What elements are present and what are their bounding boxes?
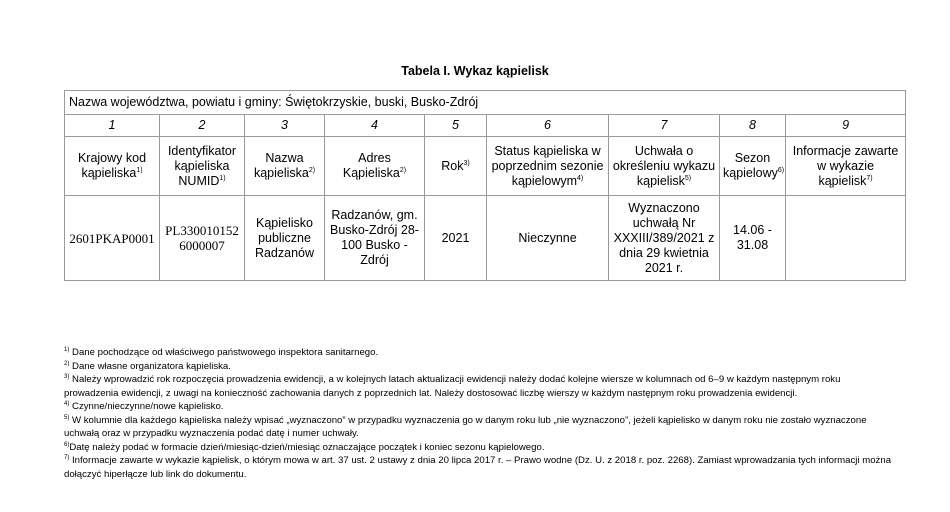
header-status: Status kąpieliska w poprzednim sezonie kąpielowym$^{4)}$	[487, 137, 609, 196]
footnote: $^{4)}$ Czynne/nieczynne/nowe kąpielisko.	[64, 400, 224, 412]
footnote: $^{1)}$ Dane pochodzące od właściwego państwowego inspektora sanitarnego.	[64, 346, 379, 358]
footnote: $^{7)}$ Informacje zawarte w wykazie kąpielisk, o którym mowa w art. 37 ust. 2 ustawy z dnia 20 lipca 2017 r. – Prawo wodne (Dz. U. z 2018 r. poz. 2268). Zamiast wprowadzania tych informacji można dołączyć hiperłącze lub link do dokumentu.	[64, 454, 892, 480]
column-number-row	[65, 115, 906, 137]
cell-uchwala: Wyznaczono uchwałą Nr XXXIII/389/2021 z dnia 29 kwietnia 2021 r.	[609, 196, 720, 281]
column-number: 9	[786, 115, 906, 137]
cell-nazwa: Kąpielisko publiczne Radzanów	[245, 196, 325, 281]
column-number: 7	[609, 115, 720, 137]
cell-krajowy-kod: 2601PKAP0001	[65, 196, 160, 281]
cell-sezon: 14.06 - 31.08	[720, 196, 786, 281]
column-number: 2	[160, 115, 245, 137]
bathing-sites-table	[64, 90, 906, 281]
footnote: $^{5)}$ W kolumnie dla każdego kąpieliska należy wpisać „wyznaczono” w przypadku wyznaczenia go w danym roku lub „nie wyznaczono”, jeżeli kąpielisko w danym roku nie zostało wyznaczone uchwałą oraz w przypadku wyznaczenia podać datę i numer uchwały.	[64, 414, 867, 439]
table-row	[65, 196, 906, 281]
column-number: 5	[425, 115, 487, 137]
cell-informacje	[786, 196, 906, 281]
header-informacje: Informacje zawarte w wykazie kąpielisk$^{7)}$	[786, 137, 906, 196]
header-sezon: Sezon kąpielowy$^{6)}$	[720, 137, 786, 196]
header-krajowy-kod: Krajowy kod kąpieliska$^{1)}$	[65, 137, 160, 196]
header-uchwala: Uchwała o określeniu wykazu kąpielisk$^{5)}$	[609, 137, 720, 196]
region-cell: Nazwa województwa, powiatu i gminy: Świętokrzyskie, buski, Busko-Zdrój	[65, 91, 906, 115]
footnote: $^{3)}$ Należy wprowadzić rok rozpoczęcia prowadzenia ewidencji, a w kolejnych latach aktualizacji ewidencji należy dodać kolejne wiersze w kolumnach od 6–9 w każdym następnym roku prowadzenia ewidencji, z uwagi na konieczność zachowania danych z poprzednich lat. Należy dostosować liczbę wierszy w każdym następnym roku prowadzenia ewidencji.	[64, 373, 841, 399]
column-number: 1	[65, 115, 160, 137]
header-row	[65, 137, 906, 196]
footnotes	[64, 346, 894, 481]
header-rok: Rok$^{3)}$	[425, 137, 487, 196]
header-adres: Adres Kąpieliska$^{2)}$	[325, 137, 425, 196]
cell-rok: 2021	[425, 196, 487, 281]
page-title: Tabela I. Wykaz kąpielisk	[401, 64, 549, 78]
cell-adres: Radzanów, gm. Busko-Zdrój 28-100 Busko - Zdrój	[325, 196, 425, 281]
cell-numid: PL3300101526000007	[160, 196, 245, 281]
header-numid: Identyfikator kąpieliska NUMID$^{1)}$	[160, 137, 245, 196]
column-number: 8	[720, 115, 786, 137]
header-nazwa: Nazwa kąpieliska$^{2)}$	[245, 137, 325, 196]
cell-status: Nieczynne	[487, 196, 609, 281]
footnote: $^{6)}$Datę należy podać w formacie dzień/miesiąc-dzień/miesiąc oznaczające początek i koniec sezonu kąpielowego.	[64, 441, 545, 453]
column-number: 6	[487, 115, 609, 137]
region-row	[65, 91, 906, 115]
column-number: 3	[245, 115, 325, 137]
footnote: $^{2)}$ Dane własne organizatora kąpieliska.	[64, 360, 231, 372]
column-number: 4	[325, 115, 425, 137]
